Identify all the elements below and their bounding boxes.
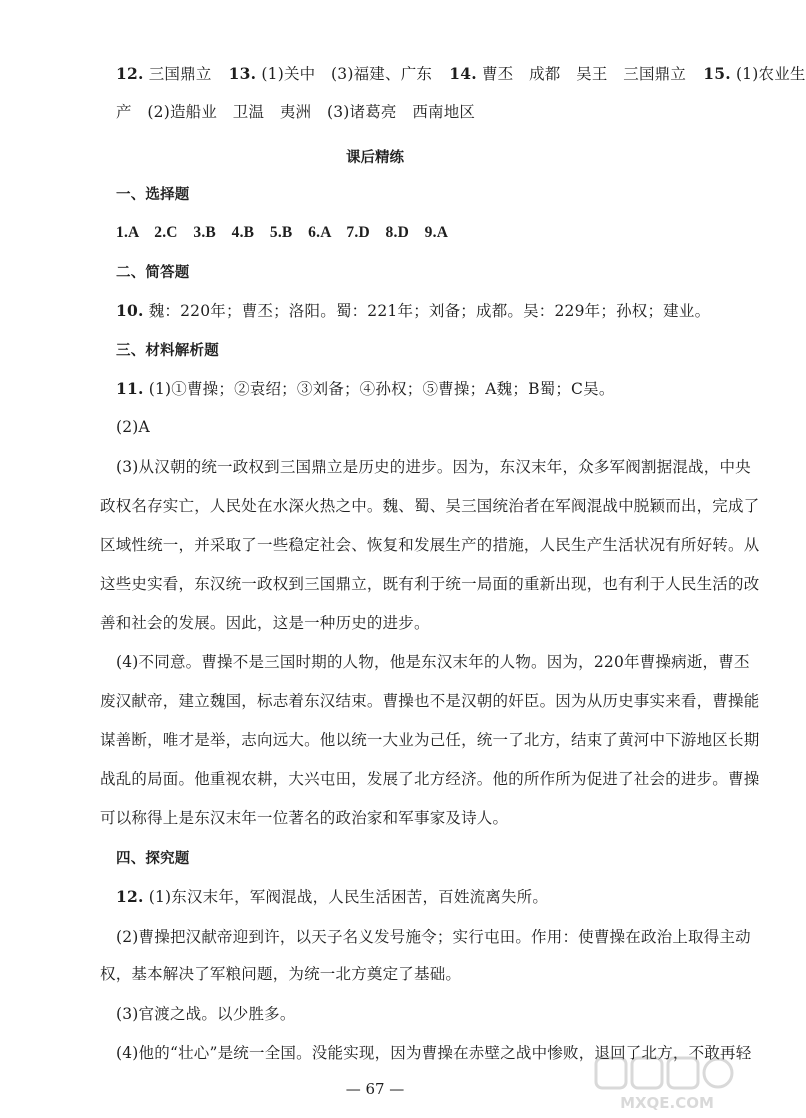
page-number: — 67 —	[345, 1080, 405, 1098]
heading-multiple-choice: 一、选择题	[116, 187, 190, 203]
q14-number: 14.	[449, 64, 477, 83]
q11-part1-line	[116, 378, 680, 400]
q11-part3-line-4: 这些史实看，东汉统一政权到三国鼎立，既有利于统一局面的重新出现，也有利于人民生活的改	[100, 575, 760, 593]
q12-part3-answer: (3)官渡之战。以少胜多。	[116, 1005, 296, 1023]
answers-line-1	[116, 63, 806, 85]
q11-part4-line-2: 废汉献帝，建立魏国，标志着东汉结束。曹操也不是汉朝的奸臣。因为从历史事实来看，曹操能	[100, 692, 760, 710]
q11-part2-answer: (2)A	[116, 418, 150, 436]
q11-number: 11.	[116, 379, 144, 398]
q12-part2-line-2: 权，基本解决了军粮问题，为统一北方奠定了基础。	[100, 965, 462, 983]
q10-number: 10.	[116, 301, 144, 320]
q11-part3-line-2: 政权名存实亡，人民处在水深火热之中。魏、蜀、吴三国统治者在军阀混战中脱颖而出，完成了	[100, 497, 760, 515]
q11-part4-line-4: 战乱的局面。他重视农耕，大兴屯田，发展了北方经济。他的所作所为促进了社会的进步。曹操	[100, 770, 760, 788]
q12-part1-line	[116, 886, 680, 908]
q11-part4-line-1: (4)不同意。曹操不是三国时期的人物，他是东汉末年的人物。因为，220年曹操病逝，曹丕	[116, 653, 750, 671]
q12-part4-answer: (4)他的“壮心”是统一全国。没能实现，因为曹操在赤壁之战中惨败，退回了北方，不敢再轻	[116, 1044, 752, 1062]
heading-short-answer: 二、简答题	[116, 265, 190, 281]
section-title: 课后精练	[346, 150, 404, 166]
answers-line-2: 产 (2)造船业 卫温 夷洲 (3)诸葛亮 西南地区	[116, 103, 476, 121]
q12-answer: 三国鼎立	[148, 65, 212, 83]
q11-part3-line-5: 善和社会的发展。因此，这是一种历史的进步。	[100, 614, 430, 632]
q13-number: 13.	[228, 64, 257, 83]
q12b-number: 12.	[116, 887, 144, 906]
multiple-choice-answers: 1.A 2.C 3.B 4.B 5.B 6.A 7.D 8.D 9.A	[116, 224, 449, 241]
watermark-text: MXQE.COM	[620, 1094, 714, 1112]
q11-part1-answer: (1)①曹操；②袁绍；③刘备；④孙权；⑤曹操；A魏；B蜀；C吴。	[148, 380, 615, 398]
q14-answer: 曹丕 成都 吴王 三国鼎立	[481, 65, 687, 83]
heading-inquiry: 四、探究题	[116, 851, 190, 867]
q11-part3-line-3: 区域性统一，并采取了一些稳定社会、恢复和发展生产的措施，人民生产生活状况有所好转。从	[100, 536, 760, 554]
q12-part2-line-1: (2)曹操把汉献帝迎到许，以天子名义发号施令；实行屯田。作用：使曹操在政治上取得主动	[116, 928, 751, 946]
watermark-logo	[592, 1054, 742, 1114]
q10-answer: 魏：220年；曹丕；洛阳。蜀：221年；刘备；成都。吴：229年；孙权；建业。	[148, 302, 711, 320]
q15-number: 15.	[703, 64, 731, 83]
q15-answer-start: (1)农业生	[735, 65, 806, 83]
heading-material-analysis: 三、材料解析题	[116, 343, 219, 359]
q11-part4-line-3: 谋善断，唯才是举，志向远大。他以统一大业为己任，统一了北方，结束了黄河中下游地区长期	[100, 731, 760, 749]
q12-part1-answer: (1)东汉末年，军阀混战，人民生活困苦，百姓流离失所。	[148, 888, 549, 906]
q11-part4-line-5: 可以称得上是东汉末年一位著名的政治家和军事家及诗人。	[100, 809, 509, 827]
q10-line	[116, 300, 711, 322]
q11-part3-line-1: (3)从汉朝的统一政权到三国鼎立是历史的进步。因为，东汉末年，众多军阀割据混战，中央	[116, 458, 751, 476]
q13-answer: (1)关中 (3)福建、广东	[261, 65, 433, 83]
q12-number: 12.	[116, 64, 144, 83]
